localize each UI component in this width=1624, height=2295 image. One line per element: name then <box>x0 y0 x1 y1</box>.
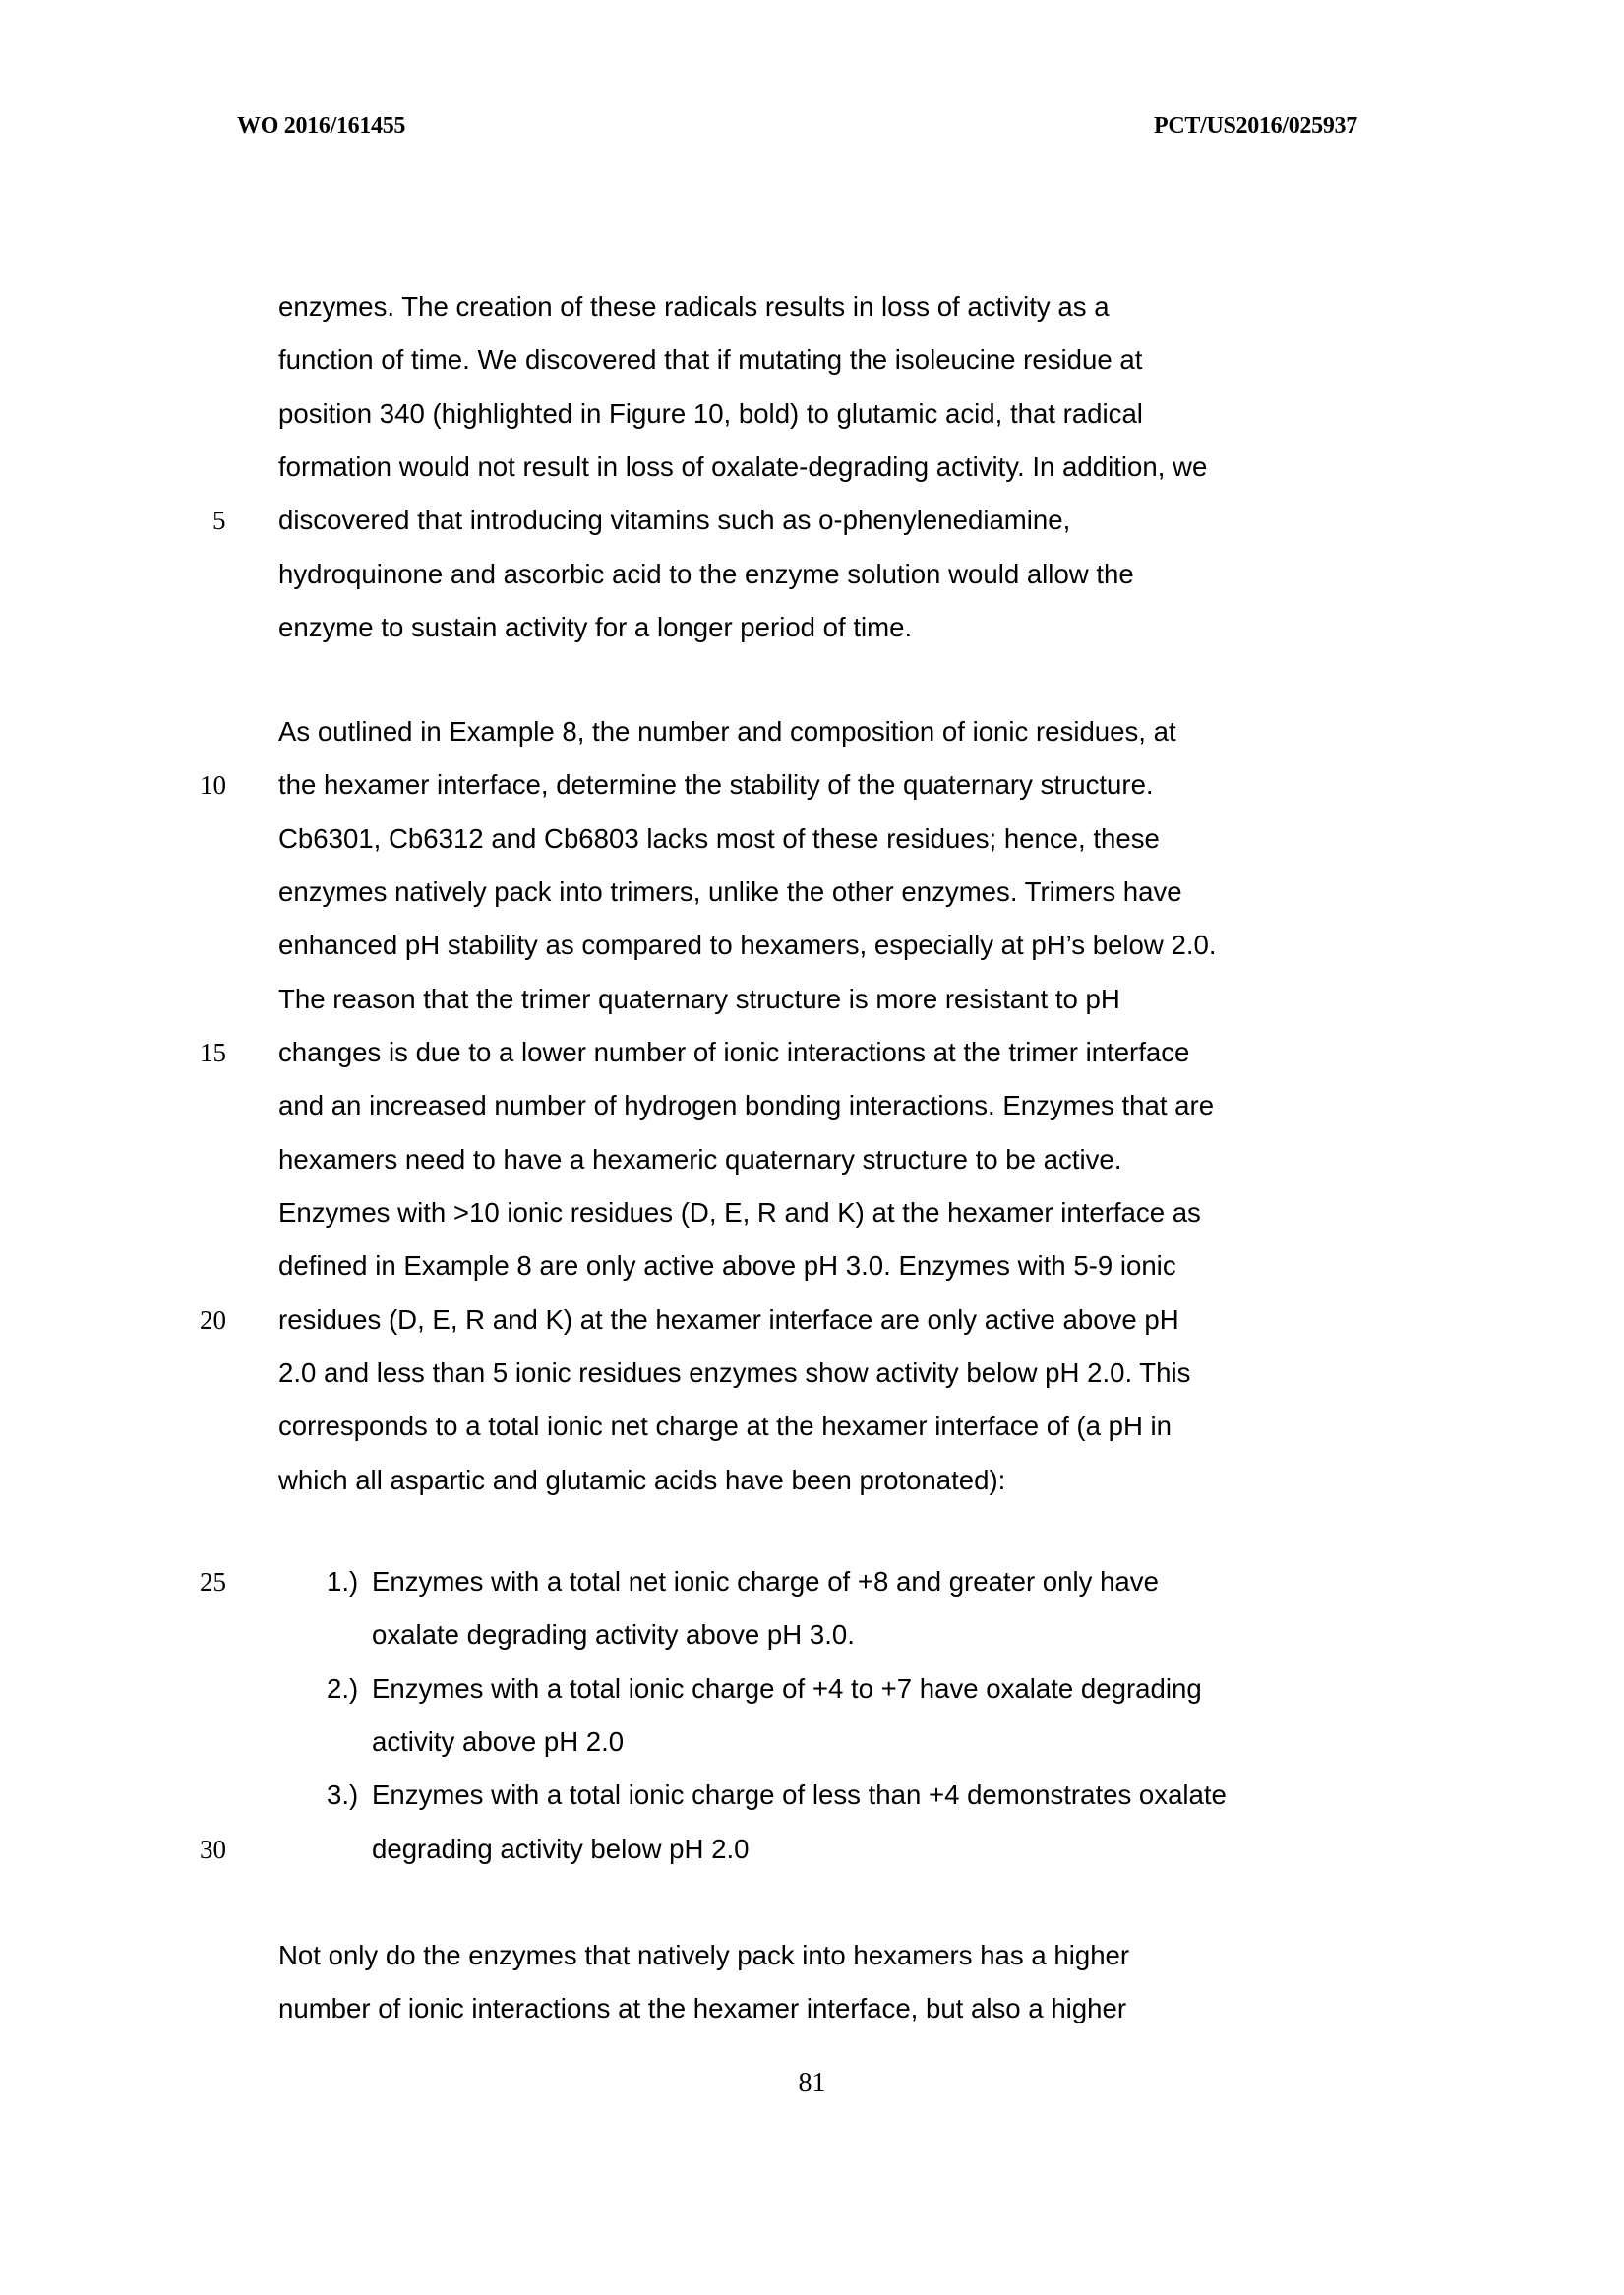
list-item-text: degrading activity below pH 2.0 <box>372 1833 750 1864</box>
text-line: formation would not result in loss of oxalate-degrading activity. In addition, we <box>278 452 1208 483</box>
text-line: hexamers need to have a hexameric quaternary structure to be active. <box>278 1143 1122 1175</box>
text-line: which all aspartic and glutamic acids have been protonated): <box>278 1464 1006 1495</box>
text-line: enhanced pH stability as compared to hexamers, especially at pH’s below 2.0. <box>278 930 1217 961</box>
paragraph-2 <box>278 705 1217 1507</box>
text-line: enzymes. The creation of these radicals results in loss of activity as a <box>278 291 1110 322</box>
text-line: residues (D, E, R and K) at the hexamer interface are only active above pH <box>278 1303 1179 1335</box>
text-line: number of ionic interactions at the hexamer interface, but also a higher <box>278 1993 1127 2024</box>
line-number-30: 30 <box>200 1835 226 1864</box>
list-item-text: activity above pH 2.0 <box>372 1726 625 1758</box>
text-line: enzymes natively pack into trimers, unlike the other enzymes. Trimers have <box>278 876 1182 908</box>
text-line: the hexamer interface, determine the stability of the quaternary structure. <box>278 769 1154 801</box>
text-line: Not only do the enzymes that natively pack into hexamers has a higher <box>278 1940 1130 1970</box>
text-line: Enzymes with >10 ionic residues (D, E, R and K) at the hexamer interface as <box>278 1197 1201 1229</box>
publication-number: WO 2016/161455 <box>237 113 406 139</box>
list-item-text: Enzymes with a total net ionic charge of +8 and greater only have <box>372 1566 1159 1597</box>
text-line: and an increased number of hydrogen bonding interactions. Enzymes that are <box>278 1090 1215 1121</box>
list-marker: 3.) <box>327 1780 359 1811</box>
text-line: The reason that the trimer quaternary structure is more resistant to pH <box>278 983 1120 1014</box>
line-number-15: 15 <box>200 1038 226 1067</box>
text-line: 2.0 and less than 5 ionic residues enzymes show activity below pH 2.0. This <box>278 1358 1191 1389</box>
text-line: changes is due to a lower number of ionic interactions at the trimer interface <box>278 1037 1190 1068</box>
line-number-25: 25 <box>200 1567 226 1597</box>
list-item-text: Enzymes with a total ionic charge of less than +4 demonstrates oxalate <box>372 1780 1227 1811</box>
paragraph-1 <box>278 280 1207 654</box>
line-number-20: 20 <box>200 1305 226 1335</box>
list-item-text: oxalate degrading activity above pH 3.0. <box>372 1619 855 1651</box>
list-marker: 2.) <box>327 1672 359 1704</box>
text-line: discovered that introducing vitamins such as o-phenylenediamine, <box>278 505 1071 536</box>
text-line: enzyme to sustain activity for a longer period of time. <box>278 612 913 643</box>
page-number: 81 <box>798 2068 826 2098</box>
text-line: position 340 (highlighted in Figure 10, bold) to glutamic acid, that radical <box>278 397 1143 429</box>
text-line: As outlined in Example 8, the number and composition of ionic residues, at <box>278 716 1176 747</box>
text-line: Cb6301, Cb6312 and Cb6803 lacks most of these residues; hence, these <box>278 822 1160 854</box>
paragraph-3 <box>278 1929 1129 2036</box>
line-number-10: 10 <box>200 770 226 800</box>
list-item-text: Enzymes with a total ionic charge of +4 to +7 have oxalate degrading <box>372 1672 1202 1704</box>
application-number: PCT/US2016/025937 <box>1154 113 1357 139</box>
text-line: hydroquinone and ascorbic acid to the enzyme solution would allow the <box>278 558 1134 589</box>
list-marker: 1.) <box>327 1566 359 1597</box>
line-number-5: 5 <box>212 506 226 535</box>
text-line: corresponds to a total ionic net charge at the hexamer interface of (a pH in <box>278 1411 1173 1442</box>
text-line: defined in Example 8 are only active above pH 3.0. Enzymes with 5-9 ionic <box>278 1250 1176 1282</box>
text-line: function of time. We discovered that if mutating the isoleucine residue at <box>278 344 1143 376</box>
